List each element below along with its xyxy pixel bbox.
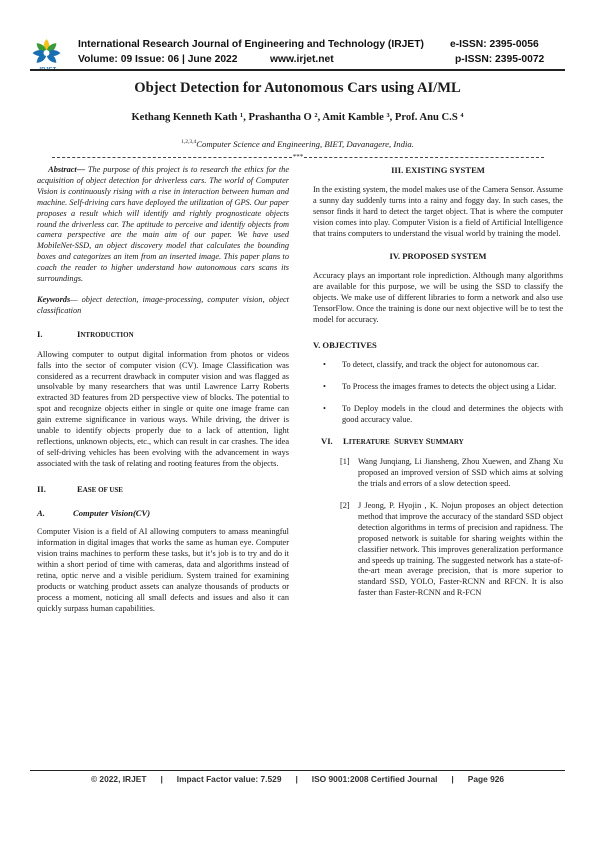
footer-impact-factor: Impact Factor value: 7.529 bbox=[176, 774, 282, 784]
separator-dash-left bbox=[52, 157, 292, 158]
reference-text: Wang Junqiang, Li Jiansheng, Zhou Xuewen, and Zhang Xu proposed an improved version of SSD which aims at solving the trials and errors of a slow detection speed. bbox=[358, 457, 563, 489]
subsection-title: Computer Vision(CV) bbox=[73, 507, 151, 518]
reference-list bbox=[340, 457, 563, 599]
bullet-icon: • bbox=[323, 381, 326, 391]
footer-rule bbox=[30, 770, 565, 771]
reference-item bbox=[340, 457, 563, 490]
section-heading-proposed-system: IV. PROPOSED SYSTEM bbox=[389, 251, 487, 262]
objectives-list bbox=[323, 360, 563, 426]
reference-text: J Jeong, P. Hyojin , K. Nojun proposes an object detection method that improve the accuracy of the standard SSD object detection algorithms in terms of precision and rapidness. The proposed network is suitable for sharing weights within the classifier network. This improves generalization performance and speeds up training. The suggested network has a state-of-the-art mean average precision, that is more superior to standard SSD, YOLO, Faster-RCNN and RFCN. It is also faster than Faster-RCNN and R-FCN bbox=[358, 501, 563, 598]
separator-dash-right bbox=[304, 157, 544, 158]
e-issn: e-ISSN: 2395-0056 bbox=[450, 39, 539, 50]
footer-copyright: © 2022, IRJET bbox=[90, 774, 147, 784]
existing-system-paragraph: In the existing system, the model makes use of the Camera Sensor. Assume a sunny day suddenly turns into a rainy and foggy day. In such cases, the sensor finds it hard to detect the target object. That is where the computer vision comes into play. Computer Vision is a field of Artificial Intelligence that trains computers to understand the visual world by training the model. bbox=[313, 184, 563, 238]
section-number: I. bbox=[37, 328, 43, 339]
footer-iso: ISO 9001:2008 Certified Journal bbox=[311, 774, 438, 784]
keywords-label: Keywords bbox=[37, 294, 71, 304]
volume-issue: Volume: 09 Issue: 06 | June 2022 bbox=[78, 54, 238, 65]
footer-divider: | bbox=[160, 774, 163, 784]
keywords-text: object detection, image-processing, computer vision, object classification bbox=[37, 294, 289, 315]
abstract bbox=[37, 165, 289, 285]
title-separator bbox=[52, 152, 544, 162]
section-title-initial: S bbox=[394, 436, 399, 447]
author-list: Kethang Kenneth Kath ¹, Prashantha O ², Amit Kamble ³, Prof. Anu C.S ⁴ bbox=[131, 112, 464, 123]
journal-name: International Research Journal of Engineering and Technology (IRJET) bbox=[78, 39, 424, 50]
separator-stars: *** bbox=[292, 153, 304, 161]
bullet-icon: • bbox=[323, 403, 326, 413]
abstract-text: The purpose of this project is to research the ethics for the acquisition of object detection for driverless cars. The world of Computer Vision is continuously rising with a rise in interaction between human and machine. Self-driving cars have deployed the utilization of GPS. Our paper proposes a result which will identify and rightly prognosticate objects round the driverless car. The aptitude to perceive and identify objects from camera perspective are the main aim of our paper. We have used MobileNet-SSD, an object discovery model that calculates the bounding boxes and categorizes an item from an inserted image. This paper plans to coach the reader to higher understand how autonomous cars scans its surroundings. bbox=[37, 165, 290, 284]
keywords-dash: — bbox=[70, 294, 78, 304]
section-heading-introduction bbox=[37, 329, 289, 341]
left-column bbox=[37, 165, 289, 615]
footer-divider: | bbox=[451, 774, 454, 784]
right-column bbox=[313, 165, 563, 610]
keywords bbox=[37, 295, 289, 317]
section-number: II. bbox=[37, 483, 46, 494]
section-title-initial: L bbox=[343, 436, 349, 447]
objective-text: To Process the images frames to detects the object using a Lidar. bbox=[342, 381, 557, 391]
objective-text: To Deploy models in the cloud and determines the objects with good accuracy value. bbox=[342, 403, 563, 424]
list-item bbox=[323, 404, 563, 426]
section-number: VI. bbox=[321, 436, 333, 447]
section-title-initial: E bbox=[77, 483, 83, 494]
section-title-rest: URVEY bbox=[398, 438, 424, 447]
objective-text: To detect, classify, and track the object for autonomous car. bbox=[342, 359, 540, 369]
section-heading-existing-system: III. EXISTING SYSTEM bbox=[391, 165, 485, 175]
section-title-rest: ASE OF USE bbox=[82, 485, 123, 494]
abstract-label: Abstract bbox=[48, 165, 77, 174]
reference-number: [2] bbox=[340, 501, 350, 511]
reference-item bbox=[340, 501, 563, 599]
section-heading-ease-of-use bbox=[37, 484, 289, 496]
footer-divider: | bbox=[295, 774, 298, 784]
affiliation-superscript: 1,2,3,4 bbox=[181, 139, 197, 146]
bullet-icon: • bbox=[323, 359, 326, 369]
affiliation bbox=[0, 139, 595, 149]
section-title-initial: I bbox=[77, 328, 81, 339]
subsection-number: A. bbox=[37, 507, 45, 518]
paper-title: Object Detection for Autonomous Cars using AI/ML bbox=[134, 80, 461, 96]
abstract-dash: — bbox=[76, 165, 86, 174]
header-rule bbox=[30, 69, 565, 71]
list-item bbox=[323, 360, 563, 371]
section-title-initial: S bbox=[425, 436, 431, 447]
section-title-rest: UMMARY bbox=[430, 438, 464, 447]
reference-number: [1] bbox=[340, 457, 350, 467]
p-issn: p-ISSN: 2395-0072 bbox=[455, 54, 545, 65]
computer-vision-paragraph: Computer Vision is a field of AI allowing computers to amass meaningful information in digital images that works the same as human eye. Computer vision trains machines to perform these tasks, but it’s job is to try and do it within a short period of time with cameras, data and algorithms instead of retina, optic nerve and a visible peridium. System trained for examining products or watching product assets can analyze thousands of products or process a moment, noticing all small defects and issues and also it can quickly surpass human capabilities. bbox=[37, 527, 289, 613]
page-footer bbox=[0, 774, 595, 784]
section-heading-literature-survey bbox=[321, 436, 563, 448]
irjet-logo bbox=[30, 36, 63, 68]
subsection-heading-computer-vision bbox=[37, 508, 289, 519]
proposed-system-paragraph: Accuracy plays an important role inprediction. Although many algorithms are available for this purpose, we will be using the SSD to classify the objects. We make use of different libraries to form a network and also use TensorFlow. Once the training is done our next objective will be to test the model for accuracy. bbox=[313, 271, 563, 324]
journal-website: www.irjet.net bbox=[270, 54, 334, 65]
introduction-paragraph: Allowing computer to output digital information from photos or videos falls into the sector of computer vision (CV). Image Classification was considered as a recurrent drawback in computer vision and was flagged as unsolvable by many researchers that was until Lawrence Larry Roberts extracted 3D features from 2D perspective view of blocks. The potential to spot and recognize objects either in single or quite one image frame can gain extreme significance in various ways. While driving, the driver is unable to identify objects properly due to a lack of attention, light reflections, unknown objects, etc., which can result in car crashes. The idea of self-driving vehicles has been evolving with the advancement in ways associated with the task of relating and rooting features from the objects. bbox=[37, 349, 289, 468]
footer-page-number: Page 926 bbox=[467, 774, 505, 784]
section-heading-objectives: V. OBJECTIVES bbox=[313, 339, 377, 350]
affiliation-text: Computer Science and Engineering, BIET, Davanagere, India. bbox=[196, 139, 414, 149]
section-title-rest: NTRODUCTION bbox=[80, 330, 134, 339]
list-item bbox=[323, 382, 563, 393]
section-title-rest: ITERATURE bbox=[348, 438, 390, 447]
